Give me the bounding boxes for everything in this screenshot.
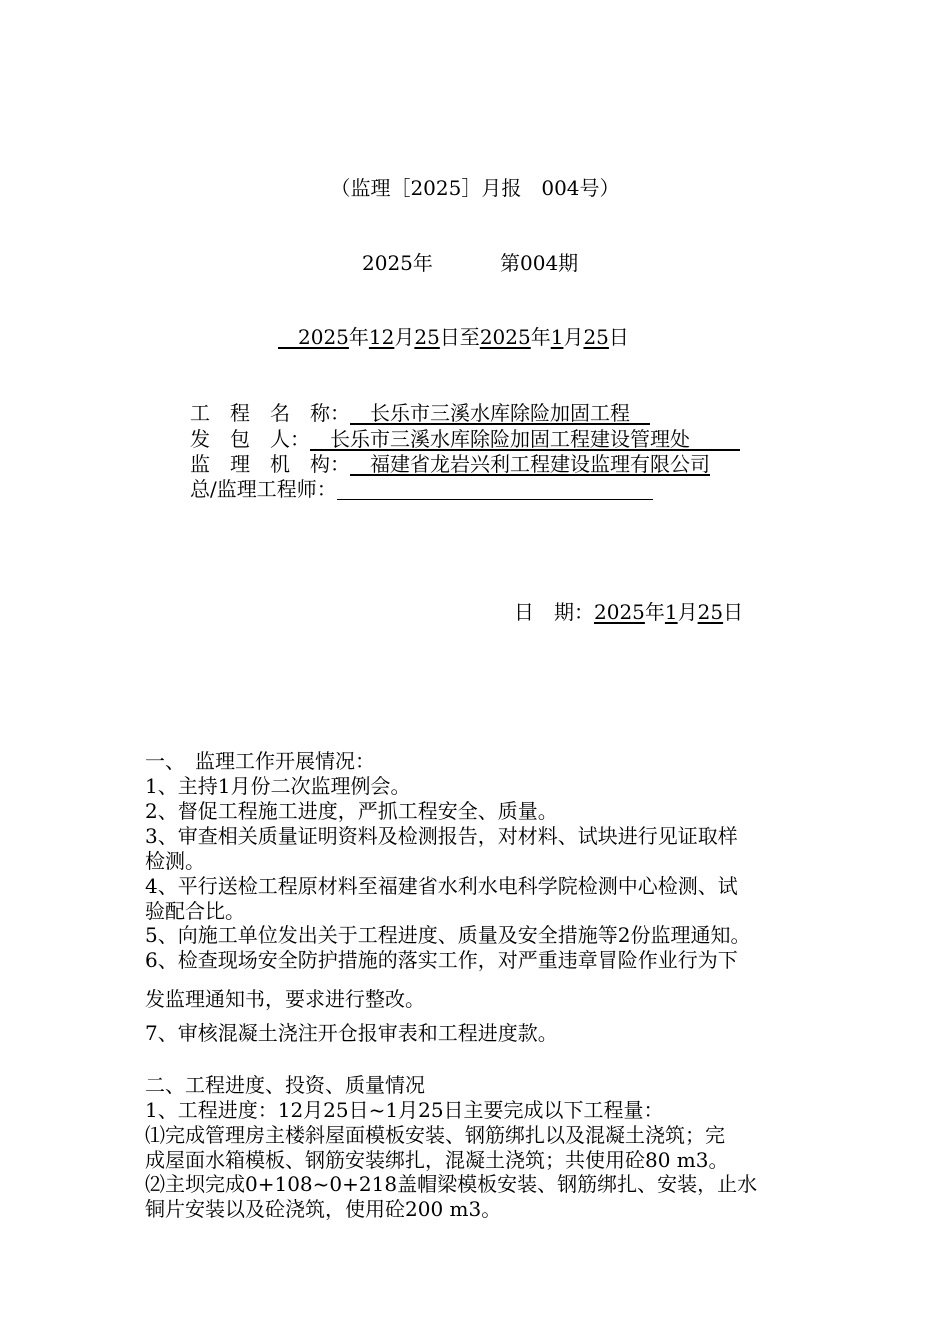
- engineer-signature-blank: [337, 477, 653, 500]
- project-name-row: [190, 400, 650, 426]
- section-1-item: 2、督促工程施工进度，严抓工程安全、质量。: [145, 799, 558, 823]
- supervisor-value: 福建省龙岩兴利工程建设监理有限公司: [370, 452, 710, 476]
- section-1-item: 4、平行送检工程原材料至福建省水利水电科学院检测中心检测、试: [145, 874, 738, 898]
- section-1-item: 1、主持1月份二次监理例会。: [145, 774, 411, 798]
- section-1-item: 检测。: [145, 849, 205, 873]
- section-1-item: 7、审核混凝土浇注开仓报审表和工程进度款。: [145, 1021, 558, 1045]
- report-issue: 第004期: [500, 251, 579, 275]
- section-1-item: 6、检查现场安全防护措施的落实工作，对严重违章冒险作业行为下: [145, 948, 738, 972]
- period-end-day: 25: [583, 325, 609, 349]
- project-name-label: 工 程 名 称：: [190, 401, 350, 425]
- section-1-item: 发监理通知书，要求进行整改。: [145, 987, 425, 1011]
- owner-value: 长乐市三溪水库除险加固工程建设管理处: [330, 427, 690, 451]
- supervisor-label: 监 理 机 构：: [190, 452, 350, 476]
- report-year: 2025年: [362, 251, 433, 275]
- date-day: 25: [697, 600, 724, 624]
- period-start-month: 12: [368, 325, 395, 349]
- period-start-year: 2025: [298, 325, 349, 349]
- period-end-year: 2025: [479, 325, 531, 349]
- date-month: 1: [664, 600, 678, 624]
- period-text: 月: [563, 325, 584, 349]
- period-end-month: 1: [550, 325, 564, 349]
- period-start-day: 25: [414, 325, 440, 349]
- section-2-item: ⑴完成管理房主楼斜屋面模板安装、钢筋绑扎以及混凝土浇筑；完: [145, 1123, 725, 1147]
- period-text: 年: [530, 325, 551, 349]
- section-1-item: 验配合比。: [145, 899, 245, 923]
- date-text: 月: [677, 600, 698, 624]
- engineer-label: 总/监理工程师：: [190, 477, 337, 501]
- section-1-title: 一、 监理工作开展情况：: [145, 749, 375, 773]
- section-2-item: 成屋面水箱模板、钢筋安装绑扎，混凝土浇筑；共使用砼80 m3。: [145, 1148, 729, 1172]
- supervisor-row: [190, 451, 710, 477]
- owner-row: [190, 426, 740, 452]
- section-2-title: 二、工程进度、投资、质量情况: [145, 1073, 425, 1097]
- section-1-item: 3、审查相关质量证明资料及检测报告，对材料、试块进行见证取样: [145, 824, 738, 848]
- date-text: 日: [723, 600, 744, 624]
- period-text: 日: [608, 325, 629, 349]
- date-year: 2025: [594, 600, 645, 624]
- section-2-item: ⑵主坝完成0+108~0+218盖帽梁模板安装、钢筋绑扎、安装，止水: [145, 1172, 758, 1196]
- owner-label: 发 包 人：: [190, 427, 310, 451]
- report-date: [514, 599, 743, 625]
- section-1-item: 5、向施工单位发出关于工程进度、质量及安全措施等2份监理通知。: [145, 923, 751, 947]
- date-text: 年: [644, 600, 665, 624]
- report-number: （监理［2025］月报 004号）: [330, 176, 620, 200]
- engineer-row: [190, 476, 653, 502]
- period-text: 月: [394, 325, 415, 349]
- project-name-value: 长乐市三溪水库除险加固工程: [370, 401, 630, 425]
- period-text: 年: [348, 325, 369, 349]
- date-label: 日 期：: [514, 600, 594, 624]
- section-2-item: 铜片安装以及砼浇筑，使用砼200 m3。: [145, 1197, 502, 1221]
- section-2-item: 1、工程进度：12月25日~1月25日主要完成以下工程量：: [145, 1098, 664, 1122]
- report-period: [278, 324, 629, 350]
- period-text: 日至: [439, 325, 480, 349]
